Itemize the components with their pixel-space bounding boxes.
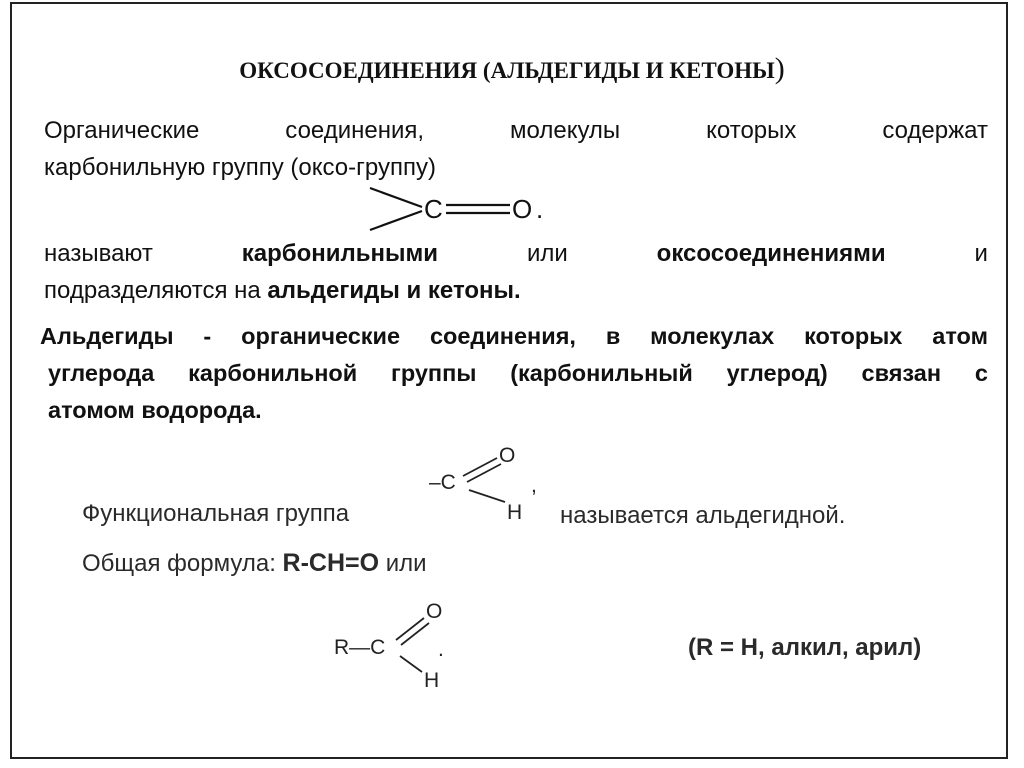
definition-word: карбонильной: [188, 360, 358, 386]
definition-word: -: [203, 323, 212, 349]
structure-co-bond-a: [396, 618, 424, 640]
carbonyl-period: .: [536, 194, 544, 224]
naming-word: и: [974, 240, 988, 267]
aldehyde-definition-line-2: [48, 360, 988, 387]
aldehyde-group-oxygen: O: [499, 444, 516, 467]
definition-word: в: [605, 323, 621, 349]
definition-word: углерода: [48, 360, 155, 386]
definition-word: молекулах: [650, 323, 775, 349]
definition-word: углерод): [726, 360, 828, 386]
co-bond-a: [463, 458, 497, 476]
structure-co-bond-b: [401, 623, 429, 645]
general-formula-tail: или: [379, 550, 427, 577]
structure-period: .: [438, 638, 444, 661]
functional-group-suffix: называется альдегидной.: [560, 502, 846, 529]
aldehyde-structural-formula: [328, 592, 478, 692]
structure-r-carbon: R—C: [334, 636, 386, 659]
intro-line-1: [44, 117, 988, 145]
naming-line-1: [44, 240, 988, 268]
aldehyde-definition-line-3: атомом водорода.: [48, 397, 262, 423]
carbonyl-bond-lower: [370, 211, 422, 230]
naming-line-2-prefix: подразделяются на: [44, 277, 268, 304]
general-formula-expression: R-CH=O: [282, 549, 380, 577]
intro-line-2: карбонильную группу (оксо-группу): [44, 154, 436, 181]
intro-word: Органические: [44, 117, 200, 144]
structure-oxygen: O: [426, 600, 443, 623]
page-title: [0, 52, 1024, 86]
naming-term-carbonyl: карбонильными: [241, 240, 439, 267]
definition-word: которых: [804, 323, 903, 349]
aldehyde-group-formula: [425, 440, 555, 525]
intro-word: которых: [706, 117, 797, 144]
aldehyde-group-hydrogen: H: [507, 501, 523, 524]
aldehyde-group-comma: ,: [531, 474, 537, 497]
ch-bond: [469, 490, 505, 502]
definition-word: (карбонильный: [510, 360, 693, 386]
general-formula-label: Общая формула:: [82, 550, 283, 577]
definition-word: атом: [932, 323, 988, 349]
carbonyl-bond-upper: [370, 188, 422, 207]
definition-word: с: [974, 360, 988, 386]
naming-line-2: [44, 277, 521, 305]
intro-word: соединения,: [285, 117, 425, 144]
intro-word: содержат: [882, 117, 988, 144]
structure-hydrogen: H: [424, 669, 440, 692]
carbonyl-group-formula: [360, 180, 580, 240]
definition-word: связан: [861, 360, 942, 386]
title-close-paren: ): [774, 52, 785, 85]
naming-line-2-bold: альдегиды и кетоны.: [267, 277, 521, 304]
functional-group-label: Функциональная группа: [82, 500, 350, 527]
naming-word: называют: [44, 240, 153, 267]
r-substituent-note: (R = H, алкил, арил): [688, 634, 922, 661]
carbonyl-oxygen: O: [512, 194, 533, 224]
definition-word: соединения,: [429, 323, 576, 349]
co-bond-b: [467, 464, 501, 482]
aldehyde-definition-line-1: [40, 323, 988, 350]
aldehyde-group-carbon: –C: [429, 471, 456, 494]
definition-word: группы: [391, 360, 477, 386]
intro-word: молекулы: [510, 117, 621, 144]
naming-term-oxo: оксосоединениями: [656, 240, 886, 267]
structure-ch-bond: [400, 656, 422, 672]
carbonyl-carbon: C: [424, 194, 443, 224]
title-main: ОКСОСОЕДИНЕНИЯ (АЛЬДЕГИДЫ И КЕТОНЫ: [239, 58, 775, 83]
definition-word: Альдегиды: [40, 323, 174, 349]
naming-word: или: [526, 240, 568, 267]
definition-word: органические: [241, 323, 401, 349]
general-formula-line: [82, 549, 427, 578]
